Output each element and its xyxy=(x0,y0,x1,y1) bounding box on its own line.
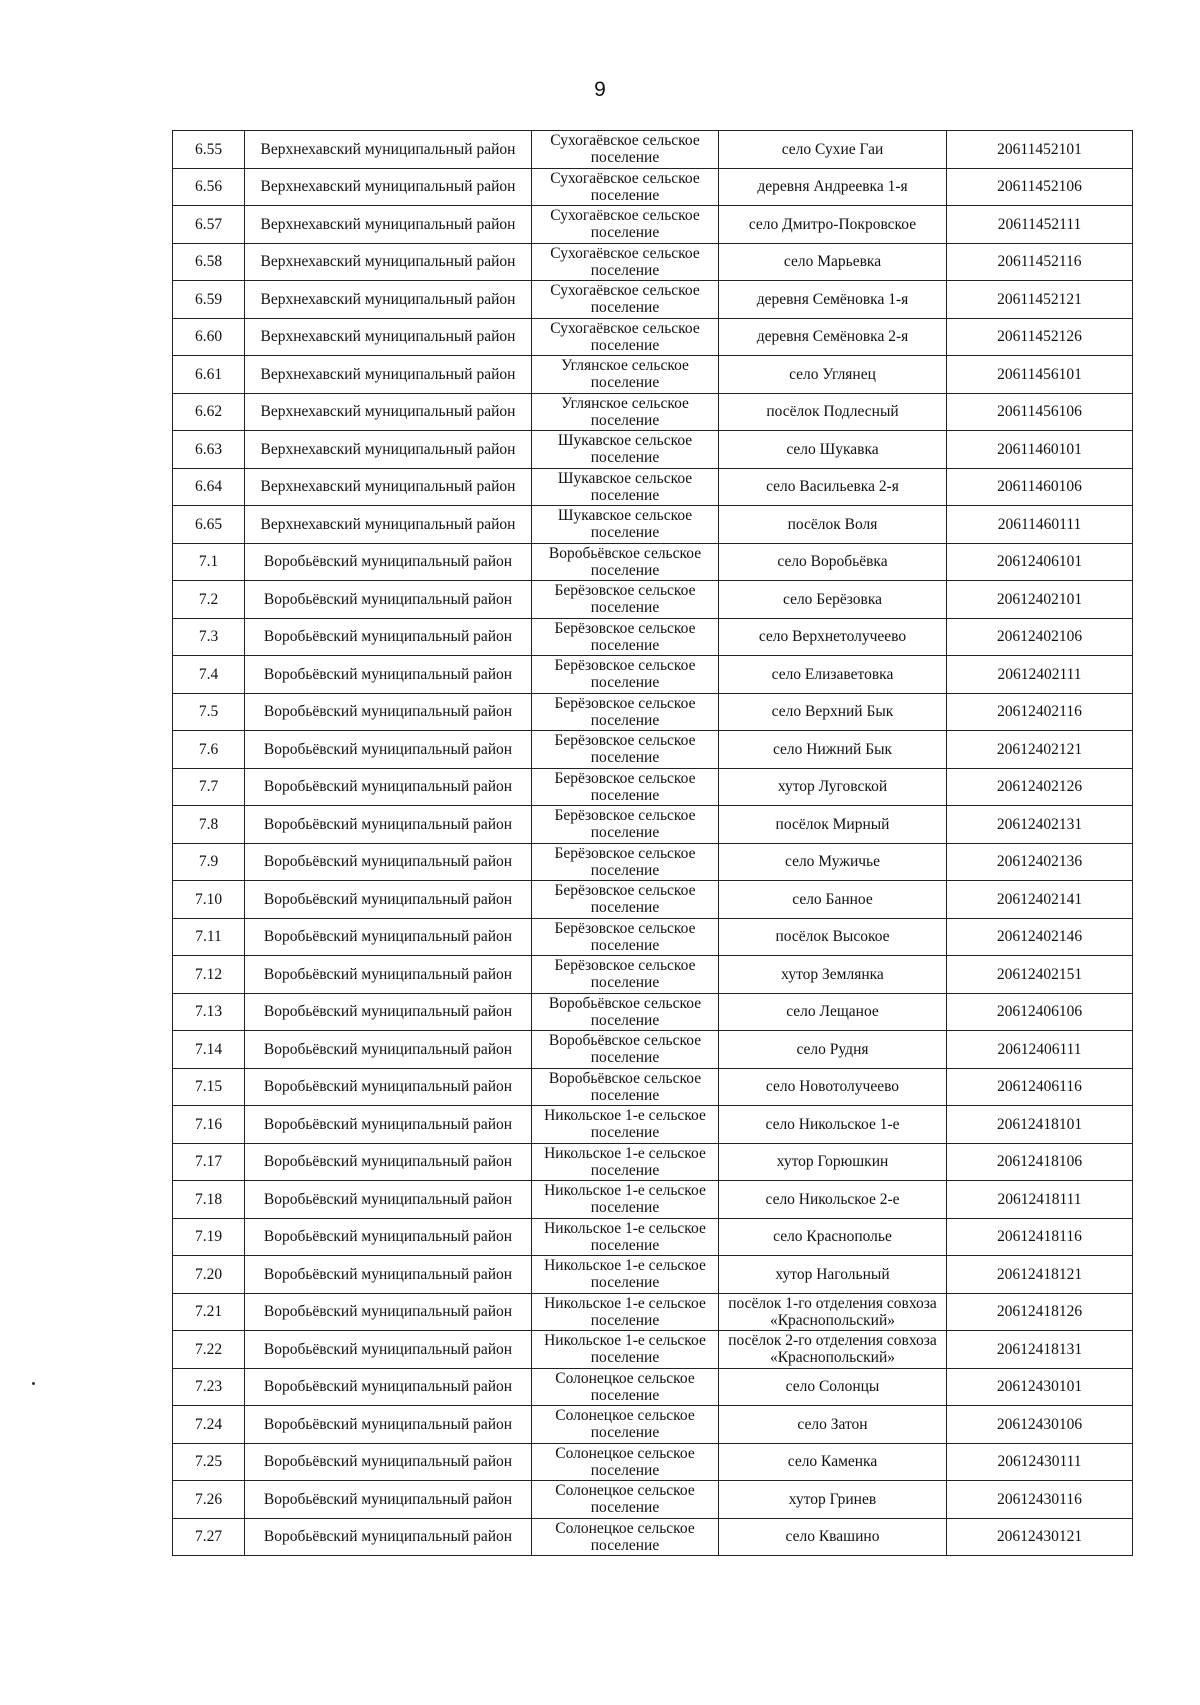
district-cell: Воробьёвский муниципальный район xyxy=(245,1518,532,1556)
table-row xyxy=(173,243,1133,281)
locality-cell: посёлок Подлесный xyxy=(719,393,947,431)
settlement-cell: Берёзовское сельское поселение xyxy=(532,843,719,881)
settlement-cell: Солонецкое сельское поселение xyxy=(532,1406,719,1444)
row-number: 7.24 xyxy=(173,1406,245,1444)
settlement-cell: Сухогаёвское сельское поселение xyxy=(532,318,719,356)
locality-cell: посёлок 1-го отделения совхоза «Краснопольский» xyxy=(719,1293,947,1331)
row-number: 7.1 xyxy=(173,543,245,581)
settlement-cell: Берёзовское сельское поселение xyxy=(532,768,719,806)
settlement-cell: Сухогаёвское сельское поселение xyxy=(532,168,719,206)
row-number: 6.65 xyxy=(173,506,245,544)
table-row xyxy=(173,393,1133,431)
row-number: 7.21 xyxy=(173,1293,245,1331)
district-cell: Воробьёвский муниципальный район xyxy=(245,1218,532,1256)
district-cell: Верхнехавский муниципальный район xyxy=(245,243,532,281)
oktmo-code-cell: 20611452111 xyxy=(947,206,1133,244)
oktmo-code-cell: 20612418116 xyxy=(947,1218,1133,1256)
oktmo-code-cell: 20612406101 xyxy=(947,543,1133,581)
table-row xyxy=(173,1481,1133,1519)
settlement-cell: Солонецкое сельское поселение xyxy=(532,1443,719,1481)
locality-cell: посёлок Воля xyxy=(719,506,947,544)
locality-cell: село Воробьёвка xyxy=(719,543,947,581)
settlement-cell: Солонецкое сельское поселение xyxy=(532,1368,719,1406)
settlement-cell: Берёзовское сельское поселение xyxy=(532,956,719,994)
district-cell: Воробьёвский муниципальный район xyxy=(245,1031,532,1069)
oktmo-code-cell: 20612402146 xyxy=(947,918,1133,956)
oktmo-code-cell: 20612406106 xyxy=(947,993,1133,1031)
district-cell: Воробьёвский муниципальный район xyxy=(245,581,532,619)
locality-cell: село Мужичье xyxy=(719,843,947,881)
row-number: 7.27 xyxy=(173,1518,245,1556)
oktmo-code-cell: 20611452126 xyxy=(947,318,1133,356)
oktmo-code-cell: 20612406111 xyxy=(947,1031,1133,1069)
settlement-cell: Солонецкое сельское поселение xyxy=(532,1518,719,1556)
locality-cell: хутор Гринев xyxy=(719,1481,947,1519)
district-cell: Воробьёвский муниципальный район xyxy=(245,993,532,1031)
settlement-cell: Воробьёвское сельское поселение xyxy=(532,1031,719,1069)
oktmo-code-cell: 20612402111 xyxy=(947,656,1133,694)
row-number: 7.3 xyxy=(173,618,245,656)
table-row xyxy=(173,806,1133,844)
table-row xyxy=(173,843,1133,881)
locality-cell: село Краснополье xyxy=(719,1218,947,1256)
oktmo-code-cell: 20611456106 xyxy=(947,393,1133,431)
oktmo-code-cell: 20612418106 xyxy=(947,1143,1133,1181)
settlement-cell: Сухогаёвское сельское поселение xyxy=(532,131,719,169)
district-cell: Воробьёвский муниципальный район xyxy=(245,843,532,881)
table-row xyxy=(173,1368,1133,1406)
row-number: 7.2 xyxy=(173,581,245,619)
settlement-cell: Сухогаёвское сельское поселение xyxy=(532,281,719,319)
locality-cell: хутор Луговской xyxy=(719,768,947,806)
settlement-cell: Шукавское сельское поселение xyxy=(532,506,719,544)
table-row xyxy=(173,1443,1133,1481)
row-number: 7.26 xyxy=(173,1481,245,1519)
row-number: 6.60 xyxy=(173,318,245,356)
settlement-cell: Никольское 1-е сельское поселение xyxy=(532,1218,719,1256)
district-cell: Воробьёвский муниципальный район xyxy=(245,1106,532,1144)
settlement-cell: Берёзовское сельское поселение xyxy=(532,693,719,731)
settlement-cell: Никольское 1-е сельское поселение xyxy=(532,1256,719,1294)
district-cell: Воробьёвский муниципальный район xyxy=(245,693,532,731)
district-cell: Воробьёвский муниципальный район xyxy=(245,1406,532,1444)
table-row xyxy=(173,206,1133,244)
oktmo-code-cell: 20612402141 xyxy=(947,881,1133,919)
oktmo-code-cell: 20612402151 xyxy=(947,956,1133,994)
table-row xyxy=(173,1256,1133,1294)
row-number: 7.11 xyxy=(173,918,245,956)
district-cell: Верхнехавский муниципальный район xyxy=(245,206,532,244)
oktmo-code-cell: 20612418101 xyxy=(947,1106,1133,1144)
oktmo-code-cell: 20612418121 xyxy=(947,1256,1133,1294)
table-row xyxy=(173,956,1133,994)
settlement-cell: Берёзовское сельское поселение xyxy=(532,618,719,656)
settlement-cell: Берёзовское сельское поселение xyxy=(532,806,719,844)
table-row xyxy=(173,581,1133,619)
settlement-cell: Никольское 1-е сельское поселение xyxy=(532,1293,719,1331)
row-number: 6.63 xyxy=(173,431,245,469)
table-row xyxy=(173,1293,1133,1331)
district-cell: Воробьёвский муниципальный район xyxy=(245,1256,532,1294)
oktmo-code-cell: 20612402121 xyxy=(947,731,1133,769)
oktmo-code-cell: 20612402101 xyxy=(947,581,1133,619)
oktmo-code-cell: 20611452116 xyxy=(947,243,1133,281)
district-cell: Верхнехавский муниципальный район xyxy=(245,506,532,544)
settlement-cell: Никольское 1-е сельское поселение xyxy=(532,1181,719,1219)
district-cell: Воробьёвский муниципальный район xyxy=(245,1068,532,1106)
oktmo-code-cell: 20612418111 xyxy=(947,1181,1133,1219)
district-cell: Воробьёвский муниципальный район xyxy=(245,1181,532,1219)
locality-cell: хутор Нагольный xyxy=(719,1256,947,1294)
district-cell: Воробьёвский муниципальный район xyxy=(245,1143,532,1181)
oktmo-code-cell: 20612402136 xyxy=(947,843,1133,881)
district-cell: Воробьёвский муниципальный район xyxy=(245,768,532,806)
table-row xyxy=(173,881,1133,919)
locality-cell: село Новотолучеево xyxy=(719,1068,947,1106)
settlement-cell: Никольское 1-е сельское поселение xyxy=(532,1331,719,1369)
settlement-cell: Шукавское сельское поселение xyxy=(532,468,719,506)
table-row xyxy=(173,1181,1133,1219)
row-number: 6.58 xyxy=(173,243,245,281)
row-number: 7.23 xyxy=(173,1368,245,1406)
row-number: 7.7 xyxy=(173,768,245,806)
localities-table xyxy=(172,130,1133,1556)
locality-cell: село Никольское 1-е xyxy=(719,1106,947,1144)
table-body xyxy=(173,131,1133,1556)
settlement-cell: Берёзовское сельское поселение xyxy=(532,656,719,694)
table-row xyxy=(173,1068,1133,1106)
settlement-cell: Берёзовское сельское поселение xyxy=(532,731,719,769)
oktmo-code-cell: 20612402131 xyxy=(947,806,1133,844)
locality-cell: село Верхнетолучеево xyxy=(719,618,947,656)
row-number: 7.14 xyxy=(173,1031,245,1069)
oktmo-code-cell: 20611452106 xyxy=(947,168,1133,206)
settlement-cell: Никольское 1-е сельское поселение xyxy=(532,1106,719,1144)
oktmo-code-cell: 20612402116 xyxy=(947,693,1133,731)
table-row xyxy=(173,918,1133,956)
table-row xyxy=(173,543,1133,581)
settlement-cell: Никольское 1-е сельское поселение xyxy=(532,1143,719,1181)
table-row xyxy=(173,1143,1133,1181)
locality-cell: село Верхний Бык xyxy=(719,693,947,731)
district-cell: Воробьёвский муниципальный район xyxy=(245,1368,532,1406)
district-cell: Воробьёвский муниципальный район xyxy=(245,1331,532,1369)
table-row xyxy=(173,693,1133,731)
locality-cell: село Углянец xyxy=(719,356,947,394)
locality-cell: деревня Семёновка 2-я xyxy=(719,318,947,356)
row-number: 6.62 xyxy=(173,393,245,431)
row-number: 7.9 xyxy=(173,843,245,881)
locality-cell: посёлок Мирный xyxy=(719,806,947,844)
table-row xyxy=(173,768,1133,806)
table-row xyxy=(173,1331,1133,1369)
locality-cell: деревня Андреевка 1-я xyxy=(719,168,947,206)
oktmo-code-cell: 20611460111 xyxy=(947,506,1133,544)
locality-cell: село Рудня xyxy=(719,1031,947,1069)
settlement-cell: Сухогаёвское сельское поселение xyxy=(532,243,719,281)
row-number: 6.59 xyxy=(173,281,245,319)
settlement-cell: Воробьёвское сельское поселение xyxy=(532,993,719,1031)
locality-cell: село Никольское 2-е xyxy=(719,1181,947,1219)
settlement-cell: Воробьёвское сельское поселение xyxy=(532,543,719,581)
oktmo-code-cell: 20612430116 xyxy=(947,1481,1133,1519)
table-row xyxy=(173,1406,1133,1444)
locality-cell: село Затон xyxy=(719,1406,947,1444)
row-number: 6.64 xyxy=(173,468,245,506)
locality-cell: село Елизаветовка xyxy=(719,656,947,694)
table-row xyxy=(173,1031,1133,1069)
district-cell: Воробьёвский муниципальный район xyxy=(245,918,532,956)
table-row xyxy=(173,731,1133,769)
locality-cell: село Берёзовка xyxy=(719,581,947,619)
locality-cell: посёлок 2-го отделения совхоза «Краснопольский» xyxy=(719,1331,947,1369)
settlement-cell: Солонецкое сельское поселение xyxy=(532,1481,719,1519)
district-cell: Воробьёвский муниципальный район xyxy=(245,1293,532,1331)
row-number: 7.10 xyxy=(173,881,245,919)
settlement-cell: Сухогаёвское сельское поселение xyxy=(532,206,719,244)
locality-cell: посёлок Высокое xyxy=(719,918,947,956)
row-number: 7.15 xyxy=(173,1068,245,1106)
row-number: 7.17 xyxy=(173,1143,245,1181)
locality-cell: село Квашино xyxy=(719,1518,947,1556)
locality-cell: село Дмитро-Покровское xyxy=(719,206,947,244)
district-cell: Верхнехавский муниципальный район xyxy=(245,168,532,206)
row-number: 7.16 xyxy=(173,1106,245,1144)
locality-cell: село Сухие Гаи xyxy=(719,131,947,169)
table-row xyxy=(173,168,1133,206)
row-number: 7.25 xyxy=(173,1443,245,1481)
row-number: 7.20 xyxy=(173,1256,245,1294)
table-row xyxy=(173,993,1133,1031)
district-cell: Воробьёвский муниципальный район xyxy=(245,543,532,581)
oktmo-code-cell: 20612430106 xyxy=(947,1406,1133,1444)
district-cell: Верхнехавский муниципальный район xyxy=(245,281,532,319)
row-number: 7.4 xyxy=(173,656,245,694)
district-cell: Воробьёвский муниципальный район xyxy=(245,618,532,656)
locality-cell: село Банное xyxy=(719,881,947,919)
locality-cell: хутор Горюшкин xyxy=(719,1143,947,1181)
settlement-cell: Берёзовское сельское поселение xyxy=(532,918,719,956)
page-number: 9 xyxy=(594,78,606,101)
table-row xyxy=(173,281,1133,319)
oktmo-code-cell: 20612418126 xyxy=(947,1293,1133,1331)
settlement-cell: Шукавское сельское поселение xyxy=(532,431,719,469)
district-cell: Воробьёвский муниципальный район xyxy=(245,881,532,919)
row-number: 6.57 xyxy=(173,206,245,244)
district-cell: Верхнехавский муниципальный район xyxy=(245,131,532,169)
oktmo-code-cell: 20611460106 xyxy=(947,468,1133,506)
locality-cell: деревня Семёновка 1-я xyxy=(719,281,947,319)
row-number: 7.19 xyxy=(173,1218,245,1256)
locality-cell: село Марьевка xyxy=(719,243,947,281)
table-row xyxy=(173,618,1133,656)
oktmo-code-cell: 20612430111 xyxy=(947,1443,1133,1481)
row-number: 7.22 xyxy=(173,1331,245,1369)
district-cell: Воробьёвский муниципальный район xyxy=(245,656,532,694)
row-number: 7.6 xyxy=(173,731,245,769)
scan-speck xyxy=(32,1382,35,1385)
row-number: 7.8 xyxy=(173,806,245,844)
district-cell: Воробьёвский муниципальный район xyxy=(245,731,532,769)
table-row xyxy=(173,431,1133,469)
district-cell: Воробьёвский муниципальный район xyxy=(245,1443,532,1481)
oktmo-code-cell: 20612402106 xyxy=(947,618,1133,656)
row-number: 6.56 xyxy=(173,168,245,206)
oktmo-code-cell: 20612418131 xyxy=(947,1331,1133,1369)
oktmo-code-cell: 20612402126 xyxy=(947,768,1133,806)
settlement-cell: Углянское сельское поселение xyxy=(532,393,719,431)
district-cell: Воробьёвский муниципальный район xyxy=(245,956,532,994)
table-row xyxy=(173,1218,1133,1256)
table-row xyxy=(173,506,1133,544)
row-number: 6.55 xyxy=(173,131,245,169)
oktmo-code-cell: 20611456101 xyxy=(947,356,1133,394)
row-number: 7.12 xyxy=(173,956,245,994)
district-cell: Верхнехавский муниципальный район xyxy=(245,431,532,469)
locality-cell: село Шукавка xyxy=(719,431,947,469)
table-row xyxy=(173,1518,1133,1556)
oktmo-code-cell: 20612430101 xyxy=(947,1368,1133,1406)
district-cell: Верхнехавский муниципальный район xyxy=(245,468,532,506)
table-row xyxy=(173,1106,1133,1144)
table-row xyxy=(173,656,1133,694)
locality-cell: село Васильевка 2-я xyxy=(719,468,947,506)
oktmo-code-cell: 20611452101 xyxy=(947,131,1133,169)
district-cell: Воробьёвский муниципальный район xyxy=(245,806,532,844)
locality-cell: село Нижний Бык xyxy=(719,731,947,769)
oktmo-code-cell: 20611460101 xyxy=(947,431,1133,469)
table-row xyxy=(173,318,1133,356)
oktmo-code-cell: 20612406116 xyxy=(947,1068,1133,1106)
table-row xyxy=(173,131,1133,169)
table-row xyxy=(173,468,1133,506)
locality-cell: село Каменка xyxy=(719,1443,947,1481)
row-number: 7.18 xyxy=(173,1181,245,1219)
row-number: 7.13 xyxy=(173,993,245,1031)
settlement-cell: Воробьёвское сельское поселение xyxy=(532,1068,719,1106)
locality-cell: село Солонцы xyxy=(719,1368,947,1406)
locality-cell: хутор Землянка xyxy=(719,956,947,994)
district-cell: Воробьёвский муниципальный район xyxy=(245,1481,532,1519)
table-row xyxy=(173,356,1133,394)
oktmo-code-cell: 20611452121 xyxy=(947,281,1133,319)
district-cell: Верхнехавский муниципальный район xyxy=(245,356,532,394)
row-number: 7.5 xyxy=(173,693,245,731)
district-cell: Верхнехавский муниципальный район xyxy=(245,318,532,356)
settlement-cell: Углянское сельское поселение xyxy=(532,356,719,394)
district-cell: Верхнехавский муниципальный район xyxy=(245,393,532,431)
settlement-cell: Берёзовское сельское поселение xyxy=(532,881,719,919)
settlement-cell: Берёзовское сельское поселение xyxy=(532,581,719,619)
oktmo-code-cell: 20612430121 xyxy=(947,1518,1133,1556)
locality-cell: село Лещаное xyxy=(719,993,947,1031)
row-number: 6.61 xyxy=(173,356,245,394)
